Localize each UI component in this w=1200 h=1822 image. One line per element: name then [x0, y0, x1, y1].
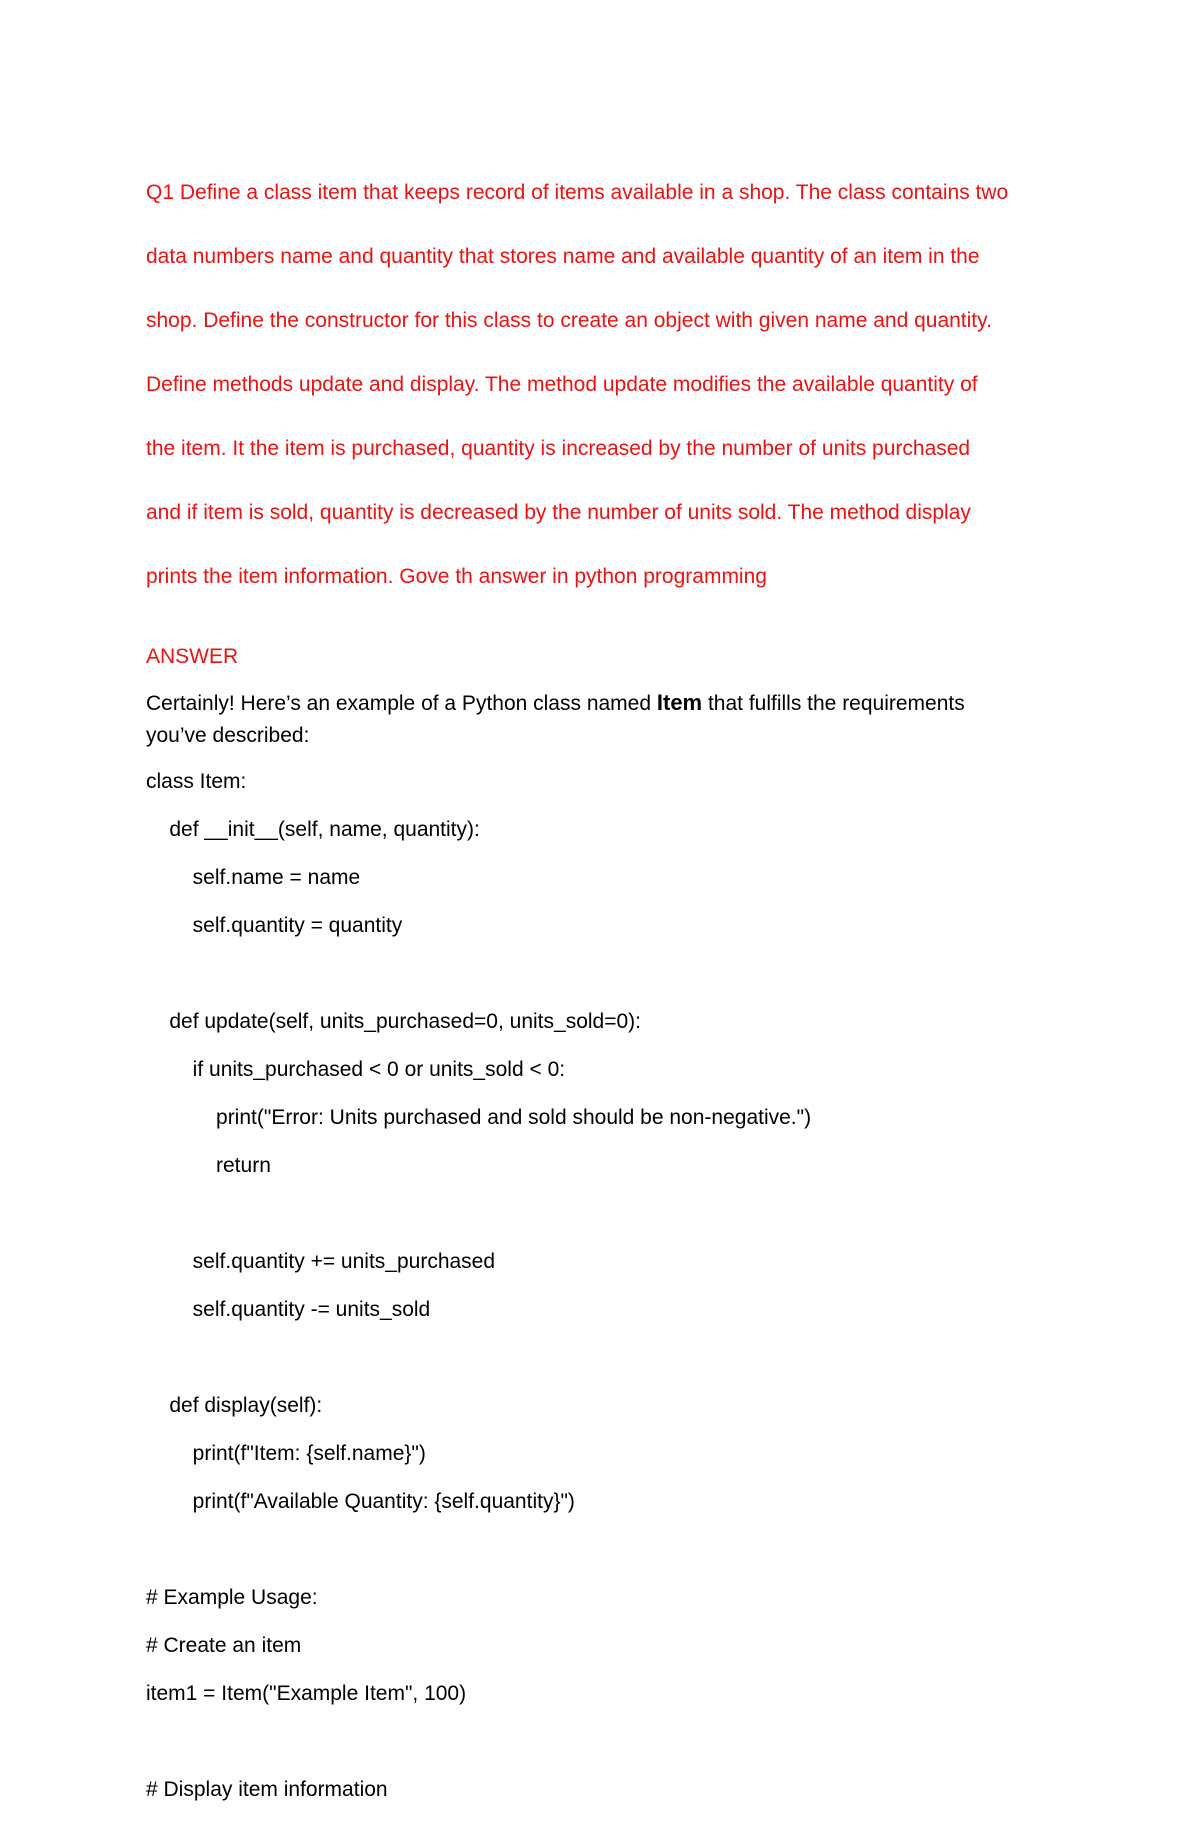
- question-text: [146, 145, 1066, 625]
- code-line: class Item:: [146, 770, 247, 793]
- code-line: print(f"Item: {self.name}"): [146, 1442, 426, 1465]
- code-line: self.quantity -= units_sold: [146, 1298, 431, 1321]
- code-line: self.name = name: [146, 866, 361, 889]
- question-line: the item. It the item is purchased, quantity is increased by the number of units purchased: [146, 437, 971, 460]
- answer-intro-line: you’ve described:: [146, 724, 310, 747]
- code-line: def display(self):: [146, 1394, 323, 1417]
- question-line: shop. Define the constructor for this class to create an object with given name and quantity.: [146, 309, 992, 332]
- code-line: self.quantity += units_purchased: [146, 1250, 496, 1273]
- code-line: print("Error: Units purchased and sold should be non-negative."): [146, 1106, 812, 1129]
- question-line: Define methods update and display. The method update modifies the available quantity of: [146, 373, 978, 396]
- code-line: # Display item information: [146, 1778, 388, 1801]
- question-line: prints the item information. Gove th answer in python programming: [146, 565, 767, 588]
- answer-heading: ANSWER: [146, 645, 239, 668]
- document-body: [146, 145, 1066, 1822]
- code-line: def __init__(self, name, quantity):: [146, 818, 480, 841]
- code-line-blank: [146, 1198, 1066, 1246]
- code-line: item1 = Item("Example Item", 100): [146, 1682, 467, 1705]
- code-line: self.quantity = quantity: [146, 914, 403, 937]
- answer-intro: [146, 687, 1066, 752]
- code-line: if units_purchased < 0 or units_sold < 0:: [146, 1058, 566, 1081]
- code-line: # Create an item: [146, 1634, 302, 1657]
- code-line-blank: [146, 1534, 1066, 1582]
- inline-class-name: Item: [656, 690, 703, 715]
- code-line: # Example Usage:: [146, 1586, 318, 1609]
- question-line: and if item is sold, quantity is decreased by the number of units sold. The method display: [146, 501, 971, 524]
- intro-text: that fulfills the requirements: [702, 692, 965, 715]
- answer-intro-line: [146, 687, 1066, 720]
- code-line-blank: [146, 1726, 1066, 1774]
- code-line: print(f"Available Quantity: {self.quantity}"): [146, 1490, 575, 1513]
- code-line-blank: [146, 1342, 1066, 1390]
- intro-text: Certainly! Here’s an example of a Python class named: [146, 692, 657, 715]
- code-line: return: [146, 1154, 271, 1177]
- code-line-blank: [146, 958, 1066, 1006]
- question-line: data numbers name and quantity that stores name and available quantity of an item in the: [146, 245, 980, 268]
- question-line: Q1 Define a class item that keeps record of items available in a shop. The class contains two: [146, 181, 1009, 204]
- code-block: [146, 766, 1066, 1822]
- code-line: def update(self, units_purchased=0, units_sold=0):: [146, 1010, 641, 1033]
